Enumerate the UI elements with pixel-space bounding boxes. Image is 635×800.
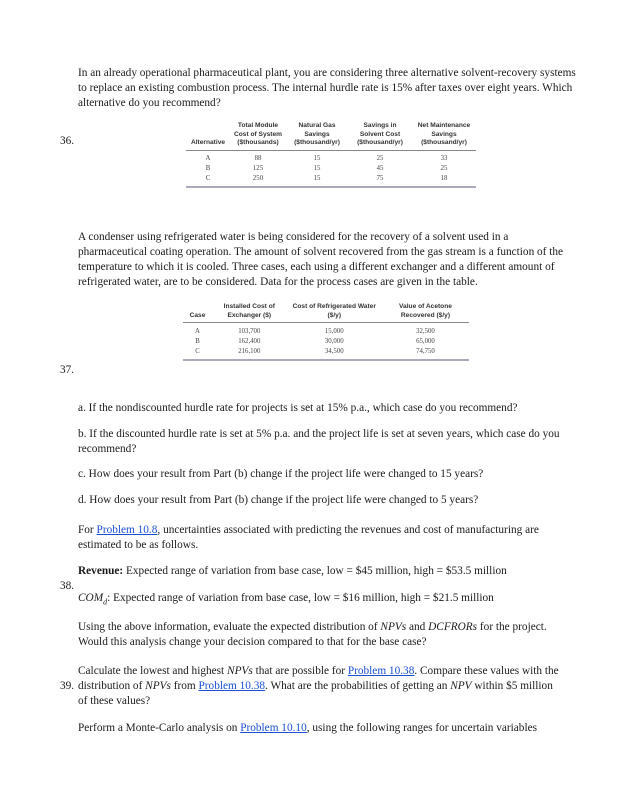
table-cell: 15 [313, 155, 321, 162]
com-label: COM [78, 592, 104, 604]
table-cell: 65,000 [416, 337, 435, 345]
table-cell: 75 [348, 174, 412, 187]
table-row [183, 337, 469, 347]
problem-37-question-b: b. If the discounted hurdle rate is set at 5% p.a. and the project life is set at seven years, which case do you recommend? [78, 428, 560, 455]
table-cell: 216,100 [212, 347, 287, 360]
intro-text: For [78, 524, 97, 536]
p39-npvs: NPVs [227, 665, 253, 677]
table-header: Case [183, 303, 212, 323]
problem-37-question-d: d. How does your result from Part (b) change if the project life were changed to 5 years? [78, 494, 479, 506]
problem-38-intro [78, 523, 568, 553]
table-cell: 88 [254, 155, 262, 162]
problem-36-number: 36. [60, 135, 75, 147]
table-cell: 162,400 [238, 337, 261, 345]
problem-10-10-link[interactable]: Problem 10.10 [240, 722, 307, 734]
eval-npvs: NPVs [380, 621, 407, 633]
table-row [183, 327, 469, 337]
table-cell: 18 [412, 174, 476, 187]
eval-text: and [406, 621, 429, 633]
p40-text: Perform a Monte-Carlo analysis on [78, 722, 241, 734]
p39-text: . What are the probabilities of getting an [265, 680, 451, 692]
problem-37-question-a: a. If the nondiscounted hurdle rate for projects is set at 15% p.a., which case do you recommend? [78, 402, 518, 414]
problem-37-text: A condenser using refrigerated water is being considered for the recovery of a solvent used in a pharmaceutical coating operation. The amount of solvent recovered from the gas stream is a function of the temperature to which it is cooled. Three cases, each using a different exchanger and a different amount of refrigerated water, are to be considered. Data for the process cases are given in the table. [78, 231, 564, 288]
table-header: Value of Acetone Recovered ($/y) [382, 303, 469, 323]
p39-npvs: NPVs [145, 680, 171, 692]
table-cell: 15 [313, 165, 321, 172]
revenue-label: Revenue: [78, 565, 124, 577]
table-cell: 74,750 [382, 347, 469, 360]
table-cell: 34,500 [287, 347, 382, 360]
table-cell: 15,000 [324, 327, 344, 335]
problem-38-number: 38. [60, 580, 75, 592]
eval-text: for the project. Would this analysis change your decision compared to that for the base case? [78, 621, 547, 648]
p39-npv: NPV [450, 680, 472, 692]
table-row [186, 154, 476, 164]
table-header: Alternative [186, 122, 230, 150]
table-cell: A [195, 327, 200, 335]
table-cell: 125 [252, 165, 264, 172]
table-header: Cost of Refrigerated Water ($/y) [287, 303, 382, 323]
table-cell: B [195, 337, 200, 345]
table-header: Installed Cost of Exchanger ($) [212, 303, 287, 323]
p39-text: Calculate the lowest and highest [78, 665, 228, 677]
table-cell: C [186, 174, 230, 187]
com-text: : Expected range of variation from base case, low = $16 million, high = $21.5 million [107, 592, 494, 604]
table-cell: 30,000 [324, 337, 344, 345]
problem-39-number: 39. [60, 680, 75, 692]
revenue-text: Expected range of variation from base case, low = $45 million, high = $53.5 million [123, 565, 507, 577]
com-subscript: d [103, 597, 108, 607]
p39-text: from [170, 680, 199, 692]
problem-36-table [186, 122, 476, 188]
table-row [186, 164, 476, 174]
eval-text: Using the above information, evaluate the expected distribution of [78, 621, 381, 633]
problem-37-number: 37. [60, 364, 75, 376]
problem-36-text: In an already operational pharmaceutical plant, you are considering three alternative solvent-recovery systems to replace an existing combustion process. The internal hurdle rate is 15% after taxes over eight years. Which alternative do you recommend? [78, 67, 576, 109]
table-row [186, 174, 476, 187]
table-cell: 25 [440, 165, 448, 172]
problem-10-8-link[interactable]: Problem 10.8 [96, 524, 158, 536]
problem-39-text [78, 664, 562, 709]
table-cell: C [183, 347, 212, 360]
revenue-line [78, 564, 578, 579]
problem-37-question-c: c. How does your result from Part (b) change if the project life were changed to 15 years? [78, 468, 484, 480]
table-cell: B [205, 165, 211, 172]
table-cell: 15 [286, 174, 348, 187]
table-cell: A [205, 155, 211, 162]
intro-text: , uncertainties associated with predicting the revenues and cost of manufacturing are estimated to be as follows. [78, 524, 539, 551]
table-cell: 250 [230, 174, 286, 187]
p39-text: within $5 million of these values? [78, 680, 553, 707]
problem-37-table [183, 303, 469, 361]
table-cell: 33 [440, 155, 448, 162]
table-header: Total Module Cost of System ($thousands) [230, 122, 286, 150]
table-cell: 45 [376, 165, 384, 172]
table-header: Natural Gas Savings ($thousand/yr) [286, 122, 348, 150]
eval-dcfrors: DCFRORs [428, 621, 478, 633]
com-line [78, 591, 578, 609]
table-cell: 103,700 [238, 327, 261, 335]
p40-text: , using the following ranges for uncertain variables [306, 722, 537, 734]
problem-38-evaluate [78, 620, 558, 650]
problem-10-38-link[interactable]: Problem 10.38 [347, 665, 415, 677]
table-cell: 32,500 [416, 327, 435, 335]
problem-40-text [78, 721, 578, 736]
table-row [183, 347, 469, 360]
p39-text: . Compare these values with the distribution of [78, 665, 559, 692]
p39-text: that are possible for [252, 665, 348, 677]
table-header: Net Maintenance Savings ($thousand/yr) [412, 122, 476, 150]
problem-10-38-link[interactable]: Problem 10.38 [198, 680, 266, 692]
table-header: Savings in Solvent Cost ($thousand/yr) [348, 122, 412, 150]
table-cell: 25 [376, 155, 384, 162]
